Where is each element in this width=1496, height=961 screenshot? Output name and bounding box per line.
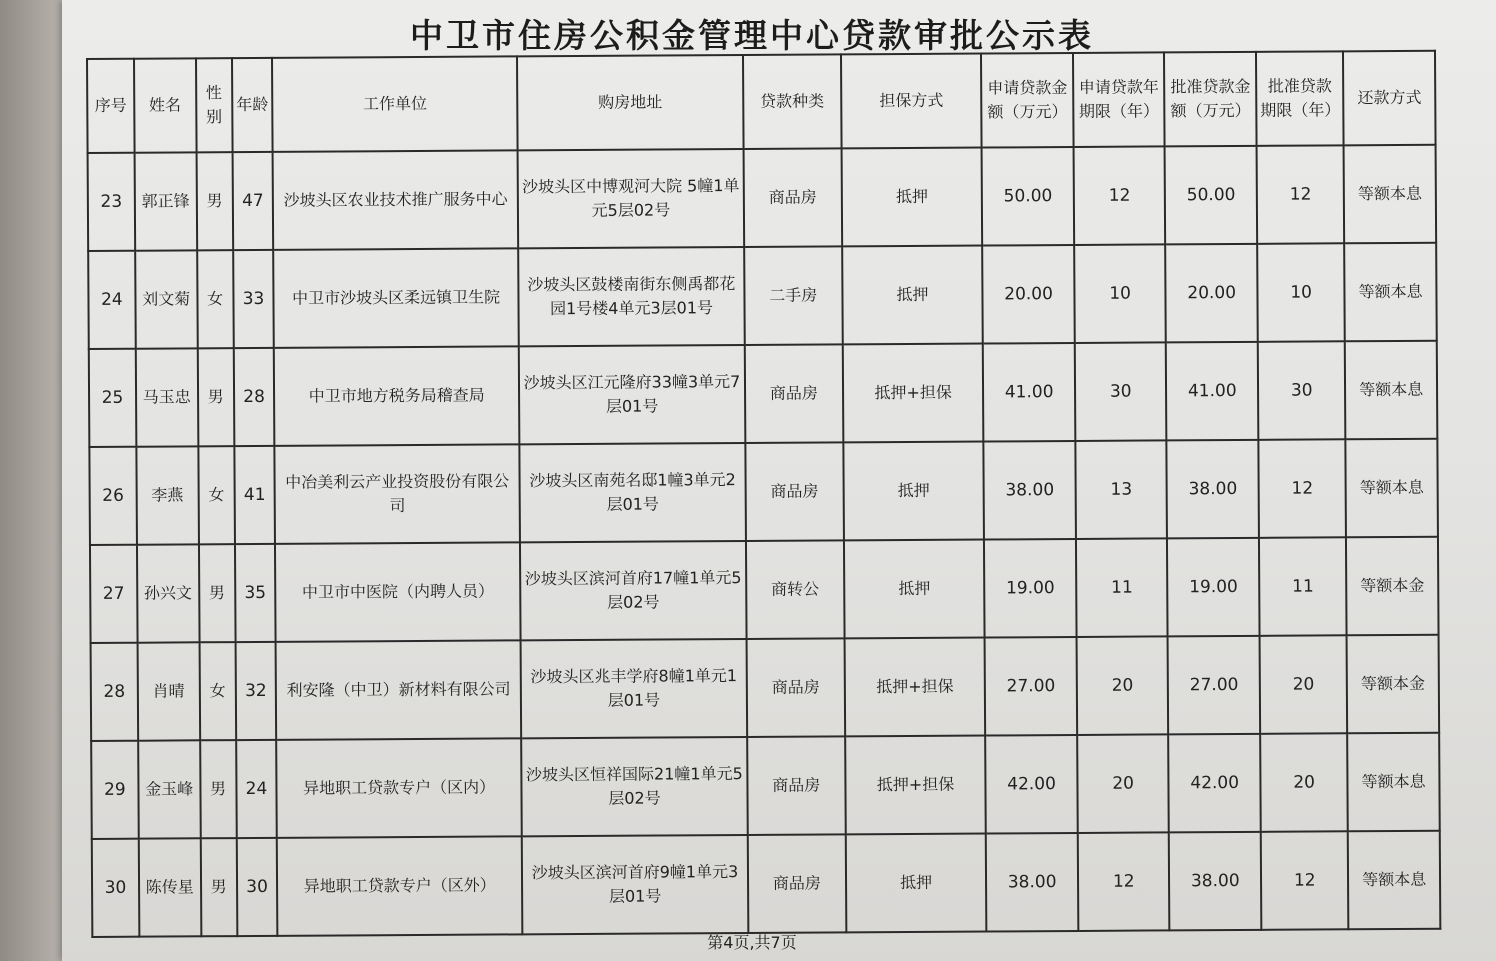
page-title: 中卫市住房公积金管理中心贷款审批公示表 — [410, 16, 1094, 55]
cell-approved-amount: 19.00 — [1167, 538, 1259, 637]
cell-applied-amount: 50.00 — [982, 147, 1074, 246]
cell-approved-amount: 38.00 — [1167, 440, 1259, 539]
cell-guarantee: 抵押+担保 — [844, 638, 985, 737]
cell-applied-amount: 38.00 — [984, 441, 1076, 540]
cell-address: 沙坡头区南苑名邸1幢3单元2层01号 — [519, 443, 745, 542]
table-row — [91, 635, 1440, 741]
cell-approved-term: 20 — [1260, 635, 1348, 734]
table-row — [88, 145, 1437, 251]
cell-employer: 异地职工贷款专户（区外） — [277, 836, 522, 935]
cell-age: 47 — [232, 152, 273, 250]
cell-address: 沙坡头区兆丰学府8幢1单元1层01号 — [521, 639, 747, 738]
background-shadow — [0, 0, 62, 961]
cell-repayment: 等额本金 — [1347, 635, 1439, 734]
cell-gender: 男 — [197, 348, 234, 446]
cell-gender: 男 — [200, 740, 237, 838]
cell-applied-term: 20 — [1076, 636, 1168, 735]
cell-approved-term: 12 — [1258, 439, 1346, 538]
cell-applied-amount: 27.00 — [985, 637, 1077, 736]
table-row — [90, 537, 1439, 643]
cell-approved-amount: 41.00 — [1166, 342, 1258, 441]
cell-seq: 24 — [88, 251, 135, 349]
cell-applied-amount: 20.00 — [983, 245, 1075, 344]
header-age: 年龄 — [232, 58, 273, 152]
cell-guarantee: 抵押+担保 — [845, 736, 986, 835]
cell-name: 金玉峰 — [138, 740, 200, 838]
cell-approved-term: 11 — [1259, 537, 1347, 636]
cell-gender: 男 — [200, 838, 237, 936]
cell-loan-type: 商品房 — [745, 344, 844, 443]
cell-name: 肖晴 — [137, 642, 199, 740]
cell-name: 陈传星 — [139, 838, 201, 936]
cell-applied-term: 13 — [1075, 440, 1167, 539]
cell-name: 郭正锋 — [134, 152, 196, 250]
cell-employer: 中卫市地方税务局稽查局 — [274, 346, 519, 445]
cell-gender: 男 — [199, 544, 236, 642]
cell-name: 李燕 — [136, 446, 198, 544]
cell-loan-type: 商品房 — [746, 638, 845, 737]
header-repayment: 还款方式 — [1343, 51, 1435, 146]
header-loan-type: 贷款种类 — [743, 54, 842, 149]
cell-age: 41 — [234, 446, 275, 544]
cell-repayment: 等额本息 — [1347, 733, 1439, 832]
header-gender: 性别 — [196, 58, 233, 152]
approval-table-container — [86, 50, 1441, 930]
cell-approved-term: 10 — [1257, 243, 1345, 342]
cell-age: 33 — [233, 250, 274, 348]
header-employer: 工作单位 — [272, 56, 517, 151]
cell-repayment: 等额本息 — [1345, 341, 1437, 440]
cell-repayment: 等额本息 — [1344, 145, 1436, 244]
cell-applied-amount: 42.00 — [985, 735, 1077, 834]
cell-employer: 中冶美利云产业投资股份有限公司 — [275, 444, 520, 543]
cell-employer: 利安隆（中卫）新材料有限公司 — [276, 640, 521, 739]
cell-seq: 26 — [89, 447, 136, 545]
cell-seq: 29 — [91, 741, 138, 839]
cell-approved-term: 20 — [1260, 733, 1348, 832]
cell-gender: 女 — [198, 446, 235, 544]
cell-employer: 沙坡头区农业技术推广服务中心 — [273, 150, 518, 249]
cell-repayment: 等额本金 — [1346, 537, 1438, 636]
cell-gender: 女 — [197, 250, 234, 348]
cell-approved-amount: 42.00 — [1169, 734, 1261, 833]
table-row — [88, 243, 1437, 349]
cell-age: 24 — [236, 740, 277, 838]
table-row — [91, 733, 1440, 839]
cell-employer: 中卫市沙坡头区柔远镇卫生院 — [273, 248, 518, 347]
cell-approved-amount: 50.00 — [1165, 146, 1257, 245]
cell-address: 沙坡头区中博观河大院 5幢1单元5层02号 — [518, 149, 744, 248]
cell-applied-term: 30 — [1075, 342, 1167, 441]
table-row — [89, 341, 1438, 447]
cell-approved-amount: 27.00 — [1168, 636, 1260, 735]
header-approved-term: 批准贷款期限（年） — [1256, 51, 1344, 146]
cell-address: 沙坡头区江元隆府33幢3单元7层01号 — [519, 345, 745, 444]
cell-name: 马玉忠 — [136, 348, 198, 446]
header-address: 购房地址 — [517, 55, 743, 150]
table-row — [89, 439, 1438, 545]
table-header-row — [87, 51, 1436, 153]
page-footer: 第4页,共7页 — [707, 933, 797, 952]
cell-name: 刘文菊 — [135, 250, 197, 348]
cell-address: 沙坡头区恒祥国际21幢1单元5层02号 — [521, 737, 747, 836]
cell-loan-type: 商品房 — [748, 834, 847, 933]
header-applied-amount: 申请贷款金额（万元） — [981, 53, 1073, 148]
approval-table — [86, 50, 1441, 938]
header-seq: 序号 — [87, 59, 134, 153]
cell-seq: 25 — [89, 349, 136, 447]
cell-approved-term: 12 — [1261, 831, 1349, 930]
cell-loan-type: 商转公 — [746, 540, 845, 639]
header-guarantee: 担保方式 — [841, 54, 982, 149]
cell-age: 28 — [234, 348, 275, 446]
cell-name: 孙兴文 — [137, 544, 199, 642]
cell-age: 35 — [235, 544, 276, 642]
cell-address: 沙坡头区滨河首府17幢1单元5层02号 — [520, 541, 746, 640]
cell-applied-amount: 38.00 — [986, 833, 1078, 932]
cell-guarantee: 抵押 — [844, 540, 985, 639]
cell-applied-term: 20 — [1077, 734, 1169, 833]
cell-loan-type: 商品房 — [745, 442, 844, 541]
cell-applied-term: 12 — [1073, 146, 1165, 245]
cell-guarantee: 抵押 — [842, 246, 983, 345]
cell-applied-term: 12 — [1078, 832, 1170, 931]
cell-approved-term: 12 — [1257, 145, 1345, 244]
cell-guarantee: 抵押 — [841, 148, 982, 247]
cell-guarantee: 抵押+担保 — [843, 344, 984, 443]
cell-employer: 中卫市中医院（内聘人员） — [275, 542, 520, 641]
cell-applied-term: 11 — [1076, 538, 1168, 637]
cell-gender: 女 — [199, 642, 236, 740]
cell-guarantee: 抵押 — [843, 442, 984, 541]
cell-approved-amount: 38.00 — [1169, 832, 1261, 931]
header-name: 姓名 — [134, 58, 196, 152]
cell-age: 30 — [237, 838, 278, 936]
cell-repayment: 等额本息 — [1348, 831, 1440, 930]
cell-applied-amount: 41.00 — [983, 343, 1075, 442]
cell-seq: 27 — [90, 545, 137, 643]
cell-repayment: 等额本息 — [1344, 243, 1436, 342]
cell-loan-type: 商品房 — [747, 736, 846, 835]
cell-seq: 30 — [92, 839, 139, 937]
cell-repayment: 等额本息 — [1346, 439, 1438, 538]
cell-approved-term: 30 — [1258, 341, 1346, 440]
cell-seq: 28 — [91, 643, 138, 741]
header-applied-term: 申请贷款年期限（年） — [1073, 52, 1165, 147]
table-row — [92, 831, 1441, 937]
cell-applied-amount: 19.00 — [984, 539, 1076, 638]
cell-age: 32 — [235, 642, 276, 740]
cell-seq: 23 — [88, 153, 135, 251]
cell-guarantee: 抵押 — [846, 834, 987, 933]
cell-loan-type: 商品房 — [743, 148, 842, 247]
cell-address: 沙坡头区滨河首府9幢1单元3层01号 — [522, 835, 748, 934]
header-approved-amount: 批准贷款金额（万元） — [1164, 52, 1256, 147]
cell-loan-type: 二手房 — [744, 246, 843, 345]
cell-gender: 男 — [196, 152, 233, 250]
cell-employer: 异地职工贷款专户（区内） — [276, 738, 521, 837]
cell-approved-amount: 20.00 — [1166, 244, 1258, 343]
cell-applied-term: 10 — [1074, 244, 1166, 343]
cell-address: 沙坡头区鼓楼南街东侧禹都花园1号楼4单元3层01号 — [518, 247, 744, 346]
